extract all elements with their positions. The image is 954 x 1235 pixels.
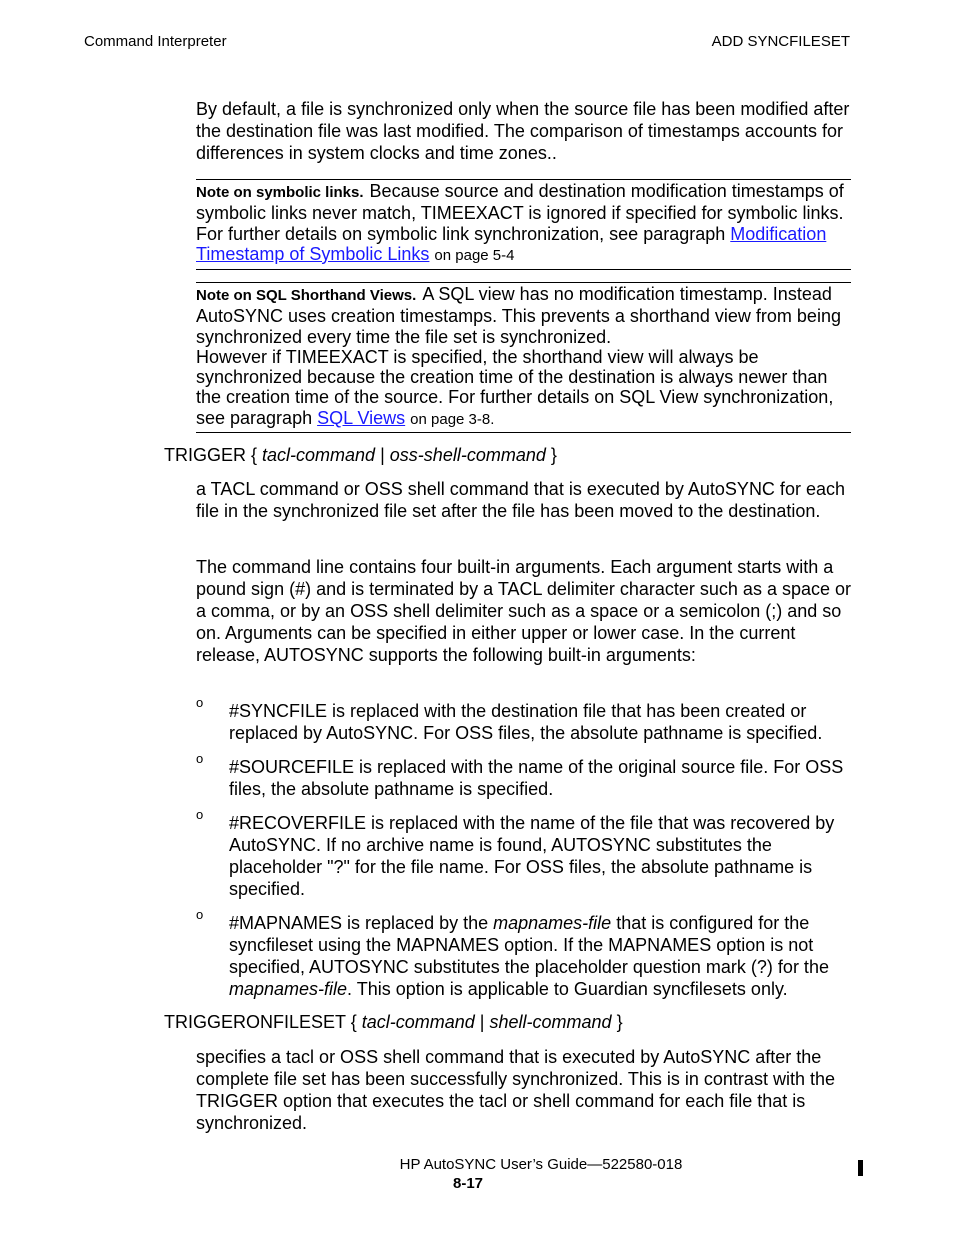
footer-page-number: 8-17: [452, 1175, 484, 1192]
bullet-marker: o: [196, 695, 204, 710]
note-label: Note on SQL Shorthand Views.: [196, 287, 417, 304]
note-symbolic-links: [196, 179, 851, 270]
list-item-text: #SYNCFILE is replaced with the destination file that has been created or replaced by AutoSYNC. For OSS files, the absolute pathname is specified.: [229, 701, 823, 743]
link-modification-timestamp[interactable]: Modification Timestamp of Symbolic Links: [196, 223, 827, 264]
term-close: }: [616, 1012, 623, 1032]
list-item-sourcefile: [196, 751, 856, 800]
term-separator: |: [380, 445, 385, 465]
list-item-mapnames: [196, 907, 856, 1000]
list-item-syncfile: [196, 695, 856, 744]
text-segment: that is configured for the syncfileset using the MAPNAMES option. If the MAPNAMES option is not specified, AUTOSYNC substitutes the placeholder question mark (?) for the: [229, 913, 829, 977]
text-segment: . This option is applicable to Guardian syncfilesets only.: [347, 979, 788, 999]
note-body-continued: However if TIMEEXACT is specified, the shorthand view will always be synchronized because the creation time of the destination is always newer than the creation time of the source. For further details on SQL View synchronization, see paragraph: [196, 346, 834, 428]
italic-term: mapnames-file: [229, 979, 348, 999]
running-header-right: ADD SYNCFILESET: [711, 33, 850, 50]
footer-document-title: HP AutoSYNC User’s Guide—522580-018: [399, 1156, 683, 1173]
trigger-arguments-intro: The command line contains four built-in arguments. Each argument starts with a pound sign (#) and is terminated by a TACL delimiter character such as a space or a comma, or by an OSS shell delimiter such as a space or a semicolon (;) and so on. Arguments can be specified in either upper or lower case. In the current release, AUTOSYNC supports the following built-in arguments:: [196, 557, 851, 665]
term-trigger: [164, 444, 557, 466]
term-arg: tacl-command: [361, 1012, 475, 1032]
bullet-marker: o: [196, 751, 204, 766]
term-close: }: [550, 445, 557, 465]
text-segment: #MAPNAMES is replaced by the: [229, 913, 489, 933]
note-sql-shorthand-views: [196, 282, 851, 433]
term-keyword: TRIGGERONFILESET {: [164, 1012, 357, 1032]
note-body: A SQL view has no modification timestamp. Instead AutoSYNC uses creation timestamps. This prevents a shorthand view from being synchronized every time the file set is synchronized.: [196, 284, 841, 347]
change-bar: [858, 1160, 863, 1176]
paragraph-default-sync: By default, a file is synchronized only when the source file has been modified after the destination file was last modified. The comparison of timestamps accounts for differences in system clocks and time zones..: [196, 99, 850, 163]
running-header-left: Command Interpreter: [84, 33, 227, 50]
term-arg: oss-shell-command: [389, 445, 546, 465]
term-separator: |: [479, 1012, 485, 1032]
triggeronfileset-description: specifies a tacl or OSS shell command that is executed by AutoSYNC after the complete file set has been successfully synchronized. This is in contrast with the TRIGGER option that executes the tacl or shell command for each file that is synchronized.: [196, 1047, 835, 1133]
term-triggeronfileset: [164, 1011, 623, 1033]
term-arg: tacl-command: [262, 445, 376, 465]
note-sql-text: [196, 284, 851, 430]
note-body: Because source and destination modification timestamps of symbolic links never match, TIMEEXACT is ignored if specified for symbolic links. For further details on symbolic link synchronization, see paragraph: [196, 181, 844, 244]
page-reference: on page 3-8.: [410, 410, 495, 428]
term-keyword: TRIGGER {: [164, 445, 258, 465]
page-reference: on page 5-4: [434, 246, 515, 264]
italic-term: mapnames-file: [493, 913, 612, 933]
link-sql-views[interactable]: SQL Views: [317, 407, 406, 428]
term-arg: shell-command: [489, 1012, 612, 1032]
note-label: Note on symbolic links.: [196, 184, 364, 201]
trigger-description: a TACL command or OSS shell command that is executed by AutoSYNC for each file in the synchronized file set after the file has been moved to the destination.: [196, 479, 845, 521]
bullet-marker: o: [196, 807, 204, 822]
list-item-recoverfile: [196, 807, 856, 900]
note-symbolic-links-text: [196, 181, 851, 266]
list-item-text: #SOURCEFILE is replaced with the name of the original source file. For OSS files, the absolute pathname is specified.: [229, 757, 844, 799]
list-item-text: [229, 912, 856, 1000]
bullet-marker: o: [196, 907, 204, 922]
list-item-text: #RECOVERFILE is replaced with the name of the file that was recovered by AutoSYNC. If no archive name is found, AUTOSYNC substitutes the placeholder "?" for the file name. For OSS files, the absolute pathname is specified.: [229, 813, 835, 899]
